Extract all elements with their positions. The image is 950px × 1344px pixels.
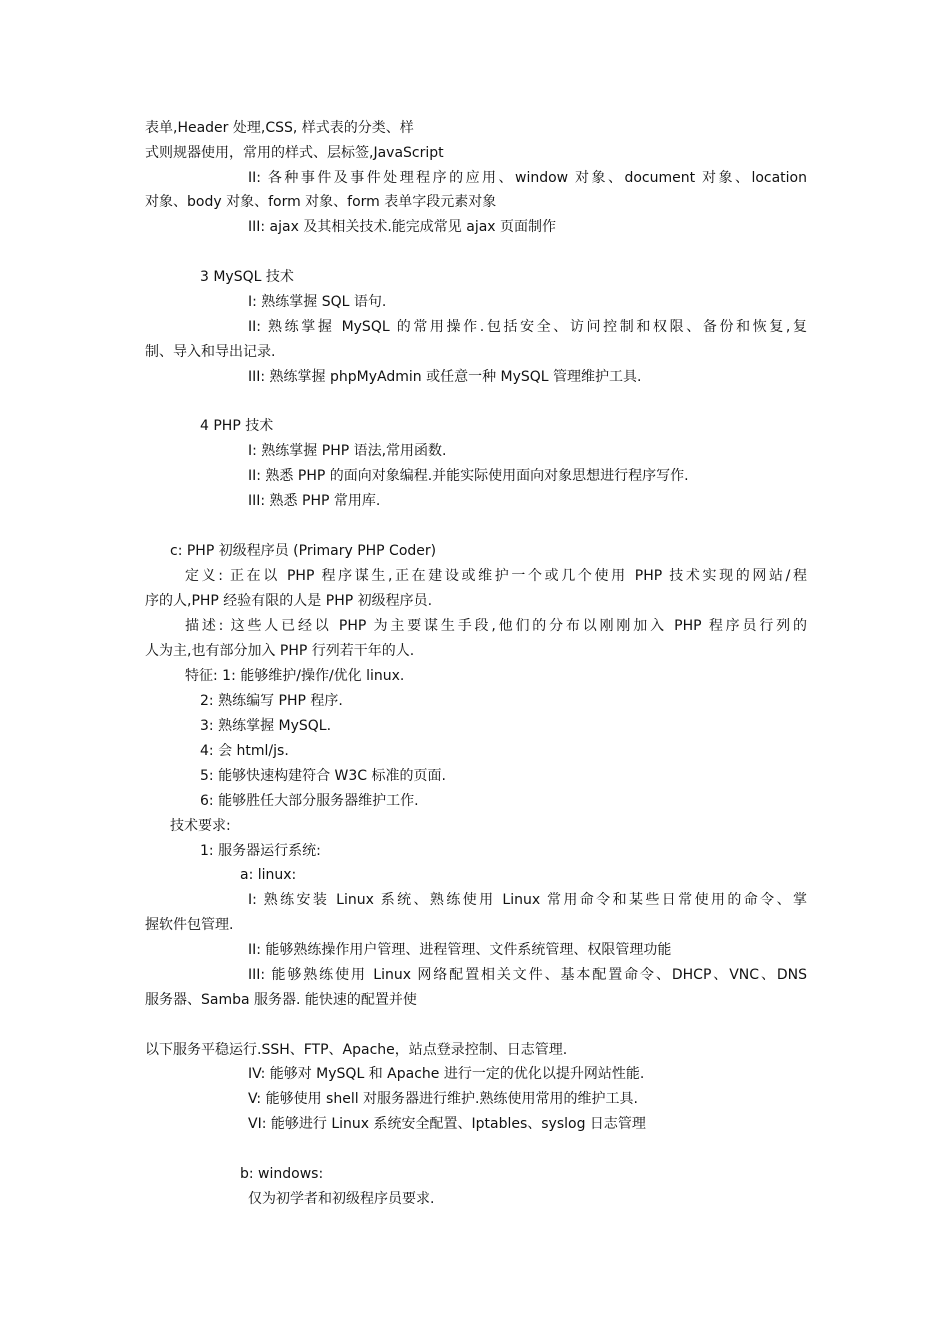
section-heading: c: PHP 初级程序员 (Primary PHP Coder): [170, 543, 437, 559]
text-line: I: 熟练掌握 SQL 语句.: [248, 294, 387, 310]
text-line: 序的人,PHP 经验有限的人是 PHP 初级程序员.: [145, 593, 433, 609]
text-line: III: 熟练掌握 phpMyAdmin 或任意一种 MySQL 管理维护工具.: [248, 369, 642, 385]
text-line: 4: 会 html/js.: [200, 743, 289, 759]
text-line: VI: 能够进行 Linux 系统安全配置、Iptables、syslog 日志管理: [248, 1116, 646, 1132]
text-line: 人为主,也有部分加入 PHP 行列若干年的人.: [145, 643, 415, 659]
text-line: 制、导入和导出记录.: [145, 344, 276, 360]
text-line: 握软件包管理.: [145, 917, 234, 933]
text-line: I: 熟练掌握 PHP 语法,常用函数.: [248, 443, 447, 459]
text-line: I: 熟练安装 Linux 系统、熟练使用 Linux 常用命令和某些日常使用的命令、掌: [248, 892, 807, 908]
text-line: IV: 能够对 MySQL 和 Apache 进行一定的优化以提升网站性能.: [248, 1066, 645, 1082]
text-line: II: 能够熟练操作用户管理、进程管理、文件系统管理、权限管理功能: [248, 942, 672, 958]
text-line: b: windows:: [240, 1166, 324, 1182]
text-line: 表单,Header 处理,CSS, 样式表的分类、样: [145, 120, 414, 136]
text-line: 仅为初学者和初级程序员要求.: [248, 1191, 435, 1207]
text-line: II: 各种事件及事件处理程序的应用、window 对象、document 对象、location: [248, 170, 807, 186]
text-line: 3: 熟练掌握 MySQL.: [200, 718, 332, 734]
text-line: 技术要求:: [170, 818, 231, 834]
text-line: II: 熟悉 PHP 的面向对象编程.并能实际使用面向对象思想进行程序写作.: [248, 468, 689, 484]
text-line: 描述: 这些人已经以 PHP 为主要谋生手段,他们的分布以刚刚加入 PHP 程序员行列的: [185, 618, 807, 634]
text-line: 式则规器使用，常用的样式、层标签,JavaScript: [145, 145, 444, 161]
text-line: II: 熟练掌握 MySQL 的常用操作.包括安全、访问控制和权限、备份和恢复,复: [248, 319, 807, 335]
text-line: V: 能够使用 shell 对服务器进行维护.熟练使用常用的维护工具.: [248, 1091, 638, 1107]
text-line: 5: 能够快速构建符合 W3C 标准的页面.: [200, 768, 446, 784]
text-line: 特征: 1: 能够维护/操作/优化 linux.: [185, 668, 405, 684]
text-line: III: 熟悉 PHP 常用库.: [248, 493, 381, 509]
text-line: a: linux:: [240, 867, 297, 883]
text-line: 以下服务平稳运行.SSH、FTP、Apache，站点登录控制、日志管理.: [145, 1042, 568, 1058]
text-line: III: 能够熟练使用 Linux 网络配置相关文件、基本配置命令、DHCP、VNC、DNS: [248, 967, 807, 983]
text-line: 6: 能够胜任大部分服务器维护工作.: [200, 793, 419, 809]
section-heading: 4 PHP 技术: [200, 418, 274, 434]
section-heading: 3 MySQL 技术: [200, 269, 294, 285]
text-line: 1: 服务器运行系统:: [200, 843, 321, 859]
text-line: 定义: 正在以 PHP 程序谋生,正在建设或维护一个或几个使用 PHP 技术实现的网站/程: [185, 568, 807, 584]
text-line: 对象、body 对象、form 对象、form 表单字段元素对象: [145, 194, 497, 210]
text-line: III: ajax 及其相关技术.能完成常见 ajax 页面制作: [248, 219, 557, 235]
text-line: 服务器、Samba 服务器. 能快速的配置并使: [145, 992, 417, 1008]
text-line: 2: 熟练编写 PHP 程序.: [200, 693, 343, 709]
